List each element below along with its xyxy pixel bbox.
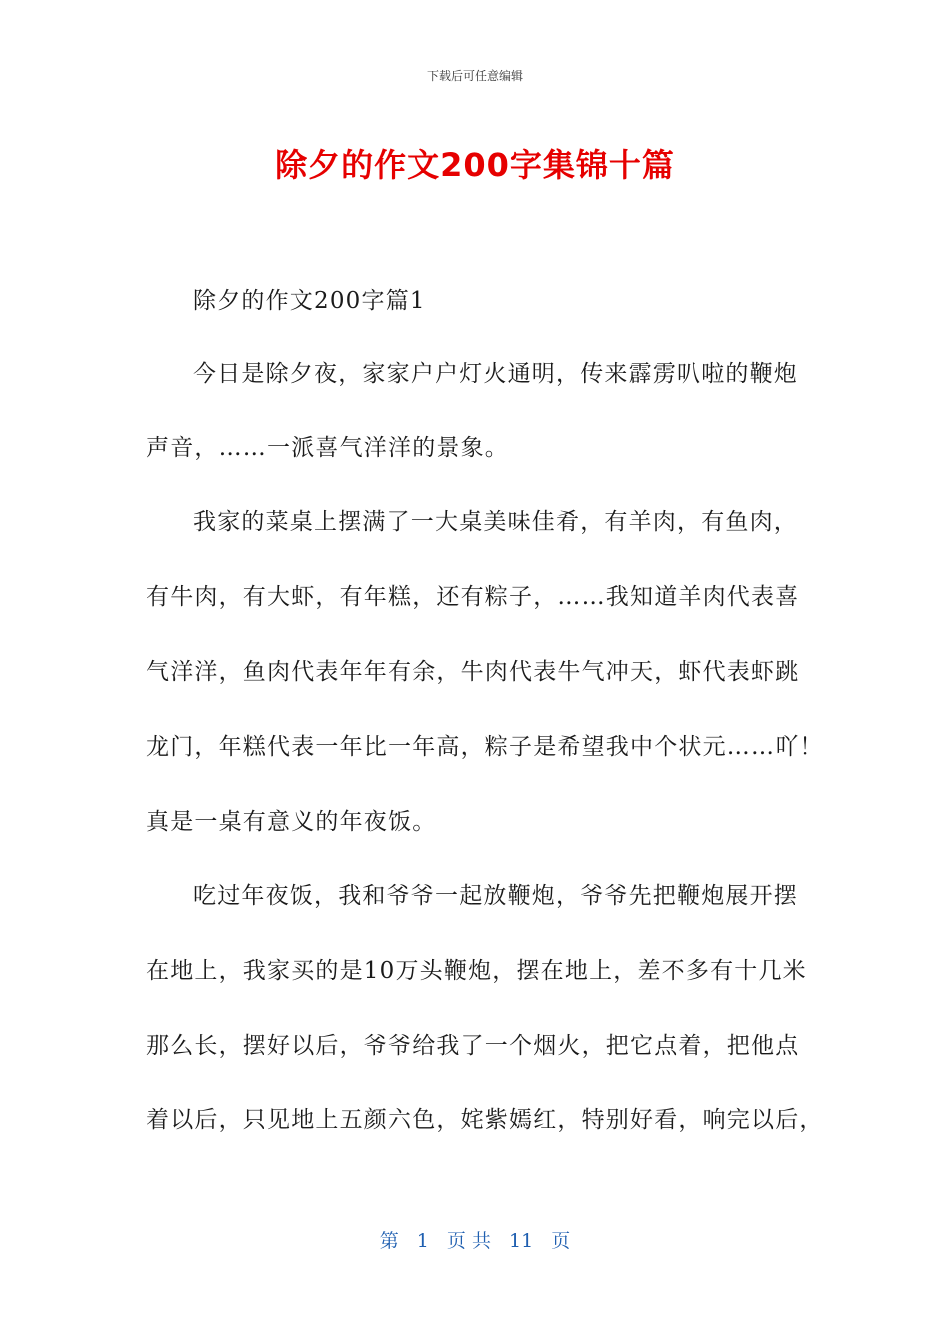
footer-prefix: 第	[379, 1230, 399, 1252]
current-page-number: 1	[416, 1230, 429, 1252]
header-note: 下载后可任意编辑	[426, 69, 523, 83]
paragraph-line: 龙门，年糕代表一年比一年高，粽子是希望我中个状元……吖！	[146, 734, 824, 760]
paragraph-line: 有牛肉，有大虾，有年糕，还有粽子，……我知道羊肉代表喜	[146, 584, 800, 610]
footer-mid: 页 共	[446, 1230, 491, 1252]
paragraph-line: 在地上，我家买的是10万头鞭炮，摆在地上，差不多有十几米	[146, 958, 807, 984]
document-title: 除夕的作文200字集锦十篇	[275, 146, 675, 184]
paragraph-line: 今日是除夕夜，家家户户灯火通明，传来霹雳叭啦的鞭炮	[193, 361, 798, 387]
paragraph-line: 声音，……一派喜气洋洋的景象。	[146, 435, 509, 461]
paragraph-line: 我家的菜桌上摆满了一大桌美味佳肴，有羊肉，有鱼肉，	[193, 509, 798, 535]
paragraph-line: 那么长，摆好以后，爷爷给我了一个烟火，把它点着，把他点	[146, 1033, 800, 1059]
footer-suffix: 页	[551, 1230, 571, 1252]
paragraph-line: 吃过年夜饭，我和爷爷一起放鞭炮，爷爷先把鞭炮展开摆	[193, 883, 798, 909]
total-pages: 11	[509, 1230, 534, 1252]
section-heading: 除夕的作文200字篇1	[193, 288, 426, 314]
paragraph-line: 着以后，只见地上五颜六色，姹紫嫣红，特别好看，响完以后，	[146, 1107, 824, 1133]
paragraph-line: 真是一桌有意义的年夜饭。	[146, 809, 437, 835]
page-footer	[0, 1226, 950, 1253]
paragraph-line: 气洋洋，鱼肉代表年年有余，牛肉代表牛气冲天，虾代表虾跳	[146, 659, 800, 685]
